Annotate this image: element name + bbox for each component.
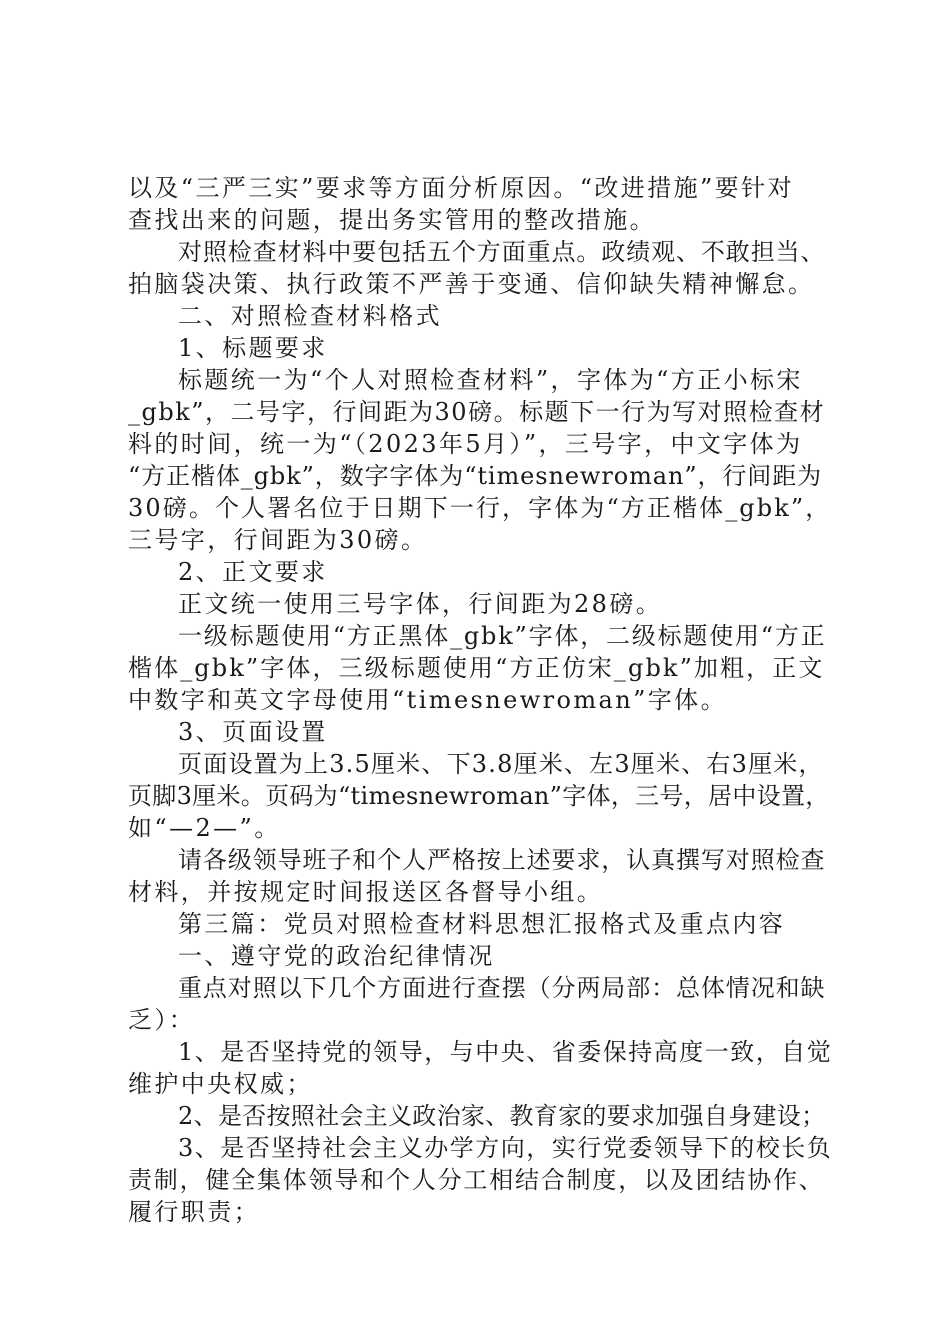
text-line: 一级标题使用“方正黑体_gbk”字体，二级标题使用“方正 — [178, 622, 827, 650]
chapter-heading: 第三篇：党员对照检查材料思想汇报格式及重点内容 — [178, 910, 786, 938]
text-line: 正文统一使用三号字体，行间距为28磅。 — [178, 590, 663, 618]
text-line: 以及“三严三实”要求等方面分析原因。“改进措施”要针对 — [128, 174, 794, 202]
text-line: 责制，健全集体领导和个人分工相结合制度，以及团结协作、 — [128, 1166, 825, 1194]
text-line: 页脚3厘米。页码为“timesnewroman”字体，三号，居中设置， — [128, 782, 830, 810]
text-line: 1、是否坚持党的领导，与中央、省委保持高度一致，自觉 — [178, 1038, 833, 1066]
text-line: 楷体_gbk”字体，三级标题使用“方正仿宋_gbk”加粗，正文 — [128, 654, 825, 682]
text-line: 中数字和英文字母使用“timesnewroman”字体。 — [128, 686, 727, 714]
text-line: 页面设置为上3.5厘米、下3.8厘米、左3厘米、右3厘米， — [178, 750, 824, 778]
text-line: 维护中央权威； — [128, 1070, 313, 1098]
text-line: 三号字，行间距为30磅。 — [128, 526, 428, 554]
text-line: 履行职责； — [128, 1198, 260, 1226]
section-heading: 二、对照检查材料格式 — [178, 302, 442, 330]
text-line: _gbk”，二号字，行间距为30磅。标题下一行为写对照检查材 — [128, 398, 826, 426]
subsection-heading: 1、标题要求 — [178, 334, 328, 362]
text-line: 查找出来的问题，提出务实管用的整改措施。 — [128, 206, 656, 234]
text-line: 请各级领导班子和个人严格按上述要求，认真撰写对照检查 — [178, 846, 826, 874]
text-line: 标题统一为“个人对照检查材料”，字体为“方正小标宋 — [178, 366, 803, 394]
subsection-heading: 3、页面设置 — [178, 718, 328, 746]
text-line: 30磅。个人署名位于日期下一行，字体为“方正楷体_gbk”， — [128, 494, 832, 522]
text-line: 重点对照以下几个方面进行查摆（分两局部：总体情况和缺 — [178, 974, 826, 1002]
text-line: 材料，并按规定时间报送区各督导小组。 — [128, 878, 604, 906]
text-line: 3、是否坚持社会主义办学方向，实行党委领导下的校长负 — [178, 1134, 833, 1162]
text-line: 2、是否按照社会主义政治家、教育家的要求加强自身建设； — [178, 1102, 826, 1130]
text-line: 料的时间，统一为“（2023年5月）”，三号字，中文字体为 — [128, 430, 803, 458]
text-line: 乏）： — [128, 1006, 196, 1034]
text-line: 对照检查材料中要包括五个方面重点。政绩观、不敢担当、 — [178, 238, 826, 266]
text-line: 如“—2—”。 — [128, 814, 281, 842]
section-heading: 一、遵守党的政治纪律情况 — [178, 942, 495, 970]
subsection-heading: 2、正文要求 — [178, 558, 328, 586]
text-line: 拍脑袋决策、执行政策不严善于变通、信仰缺失精神懈怠。 — [128, 270, 815, 298]
document-body — [128, 172, 832, 1228]
text-line: “方正楷体_gbk”，数字字体为“timesnewroman”，行间距为 — [128, 462, 822, 490]
